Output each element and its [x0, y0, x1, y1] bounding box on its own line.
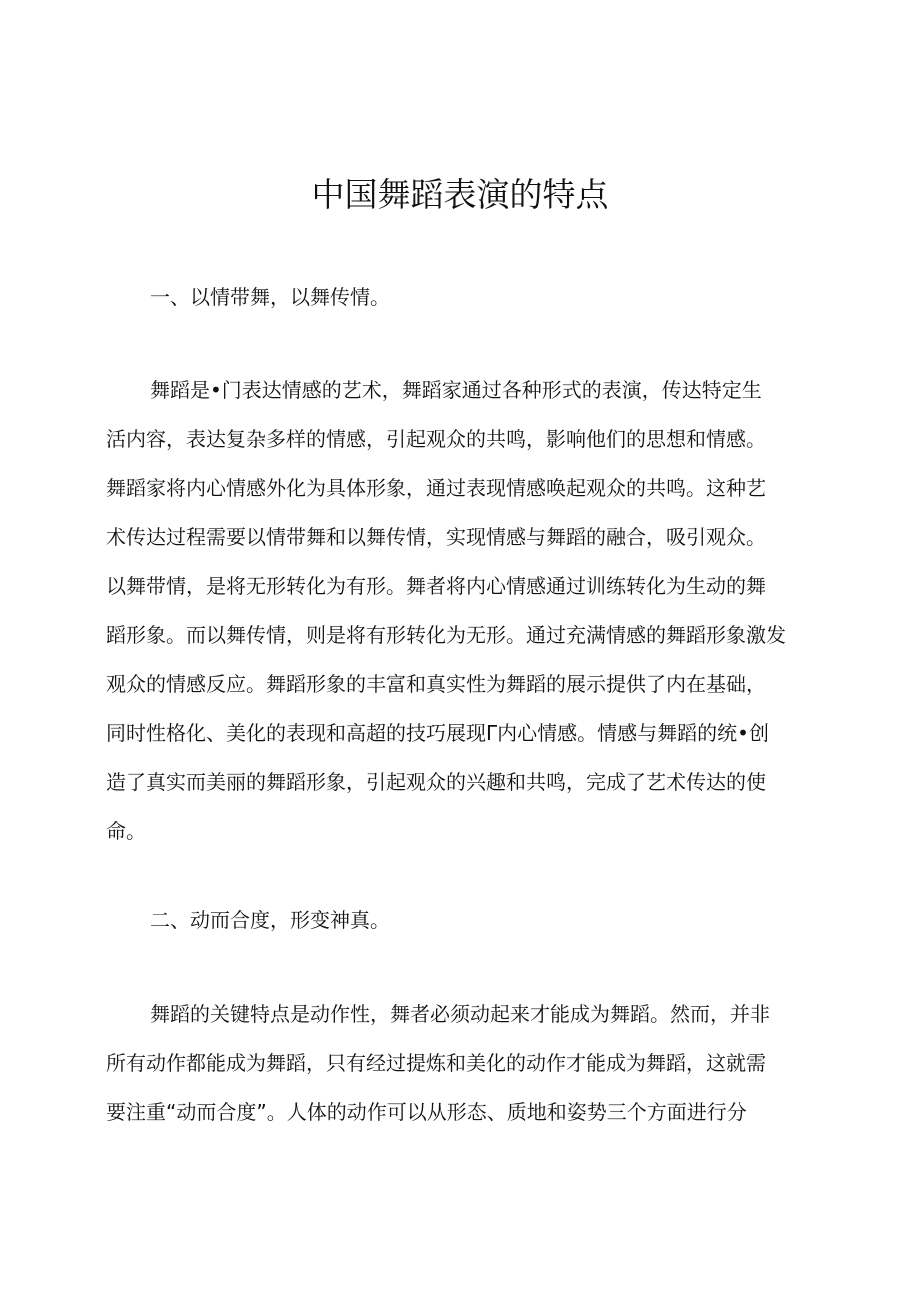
section-heading-2: 二、动而合度，形变神真。 [150, 908, 390, 932]
section-paragraph-2 [106, 990, 822, 1137]
paragraph-line: 舞蹈的关键特点是动作性，舞者必须动起来才能成为舞蹈。然而，并非 [150, 1002, 770, 1026]
paragraph-line: 观众的情感反应。舞蹈形象的丰富和真实性为舞蹈的展示提供了内在基础， [106, 672, 766, 696]
paragraph-line: 要注重“动而合度”。人体的动作可以从形态、质地和姿势三个方面进行分 [106, 1100, 747, 1124]
paragraph-line: 所有动作都能成为舞蹈，只有经过提炼和美化的动作才能成为舞蹈，这就需 [106, 1051, 766, 1075]
paragraph-line: 命。 [106, 819, 146, 843]
paragraph-line: 术传达过程需要以情带舞和以舞传情，实现情感与舞蹈的融合，吸引观众。 [106, 525, 766, 549]
document-title: 中国舞蹈表演的特点 [311, 175, 609, 214]
paragraph-line: 造了真实而美丽的舞蹈形象，引起观众的兴趣和共鸣，完成了艺术传达的使 [106, 770, 766, 794]
paragraph-line: 活内容，表达复杂多样的情感，引起观众的共鸣，影响他们的思想和情感。 [106, 427, 766, 451]
paragraph-line: 同时性格化、美化的表现和高超的技巧展现Γ内心情感。情感与舞蹈的统•创 [106, 721, 769, 745]
paragraph-line: 舞蹈家将内心情感外化为具体形象，通过表现情感唤起观众的共鸣。这种艺 [106, 476, 766, 500]
paragraph-line: 舞蹈是•门表达情感的艺术，舞蹈家通过各种形式的表演，传达特定生 [150, 378, 762, 402]
section-heading-1: 一、以情带舞，以舞传情。 [150, 285, 390, 309]
section-paragraph-1 [106, 366, 822, 856]
paragraph-line: 蹈形象。而以舞传情，则是将有形转化为无形。通过充满情感的舞蹈形象激发 [106, 623, 786, 647]
paragraph-line: 以舞带情，是将无形转化为有形。舞者将内心情感通过训练转化为生动的舞 [106, 574, 766, 598]
